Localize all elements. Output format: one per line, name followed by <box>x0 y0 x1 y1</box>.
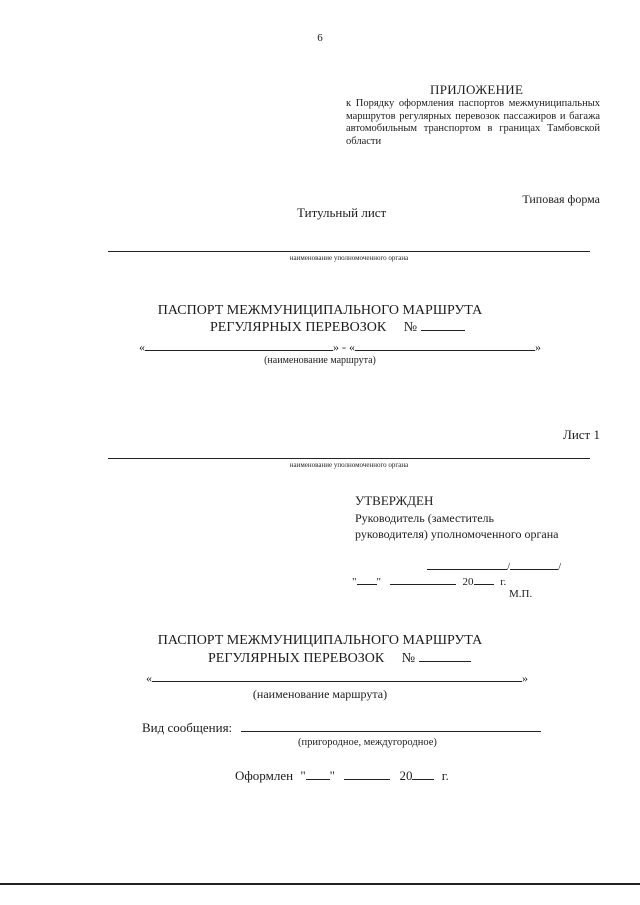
quote-open-2: « <box>146 671 152 685</box>
seal-mark: М.П. <box>509 588 533 600</box>
day-blank <box>357 574 377 585</box>
signature-row <box>427 559 561 573</box>
route-name-line-2 <box>146 671 528 686</box>
form-type-label: Типовая форма <box>522 192 600 206</box>
sheet-number: Лист 1 <box>563 427 600 442</box>
route-number-blank <box>421 320 465 331</box>
title-sheet-label: Титульный лист <box>297 205 387 220</box>
sheet-passport-heading-2-text: РЕГУЛЯРНЫХ ПЕРЕВОЗОК <box>208 651 385 666</box>
authority-caption-2: наименование уполномоченного органа <box>289 461 409 469</box>
slash-2: / <box>558 561 562 573</box>
signature-blank <box>427 559 507 570</box>
issued-quote-2: " <box>329 768 335 783</box>
route-start-blank <box>145 340 333 351</box>
quote-close: » <box>535 340 541 354</box>
title-passport-heading-2-text: РЕГУЛЯРНЫХ ПЕРЕВОЗОК <box>210 320 387 335</box>
message-type-row <box>142 720 541 736</box>
message-type-blank <box>241 721 541 732</box>
sheet-passport-heading-2 <box>208 651 471 667</box>
approved-role <box>355 510 558 542</box>
title-passport-heading-1: ПАСПОРТ МЕЖМУНИЦИПАЛЬНОГО МАРШРУТА <box>157 303 483 318</box>
issued-row <box>235 768 449 784</box>
dash-separator: » - « <box>333 340 355 354</box>
approved-line-1: Руководитель (заместитель <box>355 511 494 525</box>
appendix-title: ПРИЛОЖЕНИЕ <box>430 82 524 97</box>
message-type-label: Вид сообщения: <box>142 720 233 735</box>
route-number-blank-2 <box>419 651 471 662</box>
number-sign-2: № <box>401 651 416 666</box>
quote-mark-1: " <box>352 576 357 588</box>
issued-year-blank <box>412 769 434 780</box>
approved-title: УТВЕРЖДЕН <box>355 493 434 508</box>
issued-label: Оформлен <box>235 768 294 783</box>
route-name-blank <box>152 671 522 682</box>
title-passport-heading-2 <box>210 320 465 336</box>
page-number: 6 <box>317 32 323 44</box>
issued-month-blank <box>344 769 390 780</box>
issued-year-suffix: г. <box>441 768 449 783</box>
authority-line-2 <box>108 458 590 459</box>
quote-mark-2: " <box>376 576 381 588</box>
year-suffix: г. <box>500 576 507 588</box>
year-prefix: 20 <box>462 576 474 588</box>
route-name-line <box>139 340 541 355</box>
month-blank <box>390 574 456 585</box>
route-caption: (наименование маршрута) <box>264 355 376 366</box>
year-blank <box>474 574 494 585</box>
quote-open: « <box>139 340 145 354</box>
number-sign: № <box>403 320 418 335</box>
issued-year-prefix: 20 <box>399 768 413 783</box>
approval-date-row <box>352 574 506 588</box>
issued-quote-1: " <box>300 768 306 783</box>
issued-day-blank <box>306 769 330 780</box>
quote-close-2: » <box>522 671 528 685</box>
authority-line <box>108 251 590 252</box>
bottom-rule <box>0 883 640 885</box>
approved-line-2: руководителя) уполномоченного органа <box>355 527 559 541</box>
authority-caption: наименование уполномоченного органа <box>289 254 409 262</box>
sheet-passport-heading-1: ПАСПОРТ МЕЖМУНИЦИПАЛЬНОГО МАРШРУТА <box>157 633 483 648</box>
slash-1: / <box>507 561 511 573</box>
message-type-caption: (пригородное, междугородное) <box>298 737 437 748</box>
appendix-text: к Порядку оформления паспортов межмуниципальных маршрутов регулярных перевозок пассажиров и багажа автомобильным транспортом в границах Тамбовской области <box>346 98 600 147</box>
name-blank <box>510 559 558 570</box>
route-end-blank <box>355 340 535 351</box>
route-caption-2: (наименование маршрута) <box>252 687 388 701</box>
